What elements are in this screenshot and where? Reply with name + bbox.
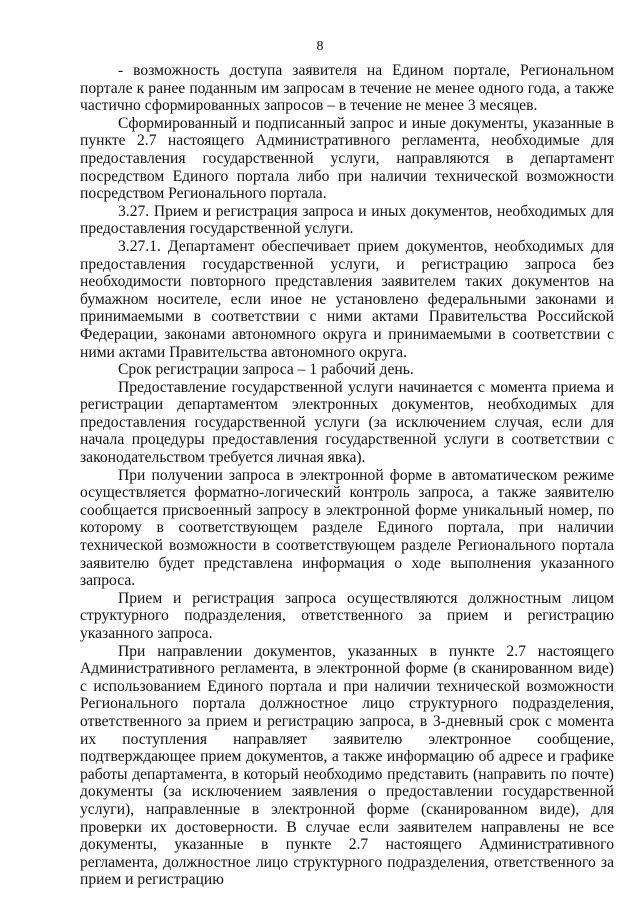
paragraph: - возможность доступа заявителя на Едином портале, Региональном портале к ранее поданным им запросам в течение не менее одного года, а также частично сформированных запросов – в течение не менее 3 месяцев.: [80, 62, 614, 115]
page-number: 8: [316, 39, 324, 54]
paragraph: При получении запроса в электронной форме в автоматическом режиме осуществляется форматно-логический контроль запроса, а также заявителю сообщается присвоенный запросу в электронной форме уникальный номер, по которому в соответствующем разделе Единого портала, при наличии технической возможности в соответствующем разделе Регионального портала заявителю будет представлена информация о ходе выполнения указанного запроса.: [80, 466, 614, 590]
paragraph: Прием и регистрация запроса осуществляются должностным лицом структурного подразделения, ответственного за прием и регистрацию указанного запроса.: [80, 589, 614, 642]
paragraph: При направлении документов, указанных в пункте 2.7 настоящего Административного регламента, в электронной форме (в сканированном виде) с использованием Единого портала и при наличии технической возможности Регионального портала должностное лицо структурного подразделения, ответственного за прием и регистрацию запроса, в 3-дневный срок с момента их поступления направляет заявителю электронное сообщение, подтверждающее прием документов, а также информацию об адресе и графике работы департамента, в который необходимо представить (направить по почте) документы (за исключением заявления о предоставлении государственной услуги), направленные в электронной форме (сканированном виде), для проверки их достоверности. В случае если заявителем направлены не все документы, указанные в пункте 2.7 настоящего Административного регламента, должностное лицо структурного подразделения, ответственного за прием и регистрацию: [80, 642, 614, 889]
paragraph: Предоставление государственной услуги начинается с момента приема и регистрации департаментом электронных документов, необходимых для предоставления государственной услуги (за исключением случая, если для начала процедуры предоставления государственной услуги в соответствии с законодательством требуется личная явка).: [80, 378, 614, 467]
paragraph: Сформированный и подписанный запрос и иные документы, указанные в пункте 2.7 настоящего Административного регламента, необходимые для предоставления государственной услуги, направляются в департамент посредством Единого портала либо при наличии технической возможности посредством Регионального портала.: [80, 114, 614, 203]
paragraph: Срок регистрации запроса – 1 рабочий день.: [118, 361, 414, 379]
paragraph: 3.27.1. Департамент обеспечивает прием документов, необходимых для предоставления государственной услуги, и регистрацию запроса без необходимости повторного представления заявителем таких документов на бумажном носителе, если иное не установлено федеральными законами и принимаемыми в соответствии с ними актами Правительства Российской Федерации, законами автономного округа и принимаемыми в соответствии с ними актами Правительства автономного округа.: [80, 237, 614, 361]
paragraph: 3.27. Прием и регистрация запроса и иных документов, необходимых для предоставления государственной услуги.: [80, 202, 614, 238]
document-body: [80, 62, 614, 889]
